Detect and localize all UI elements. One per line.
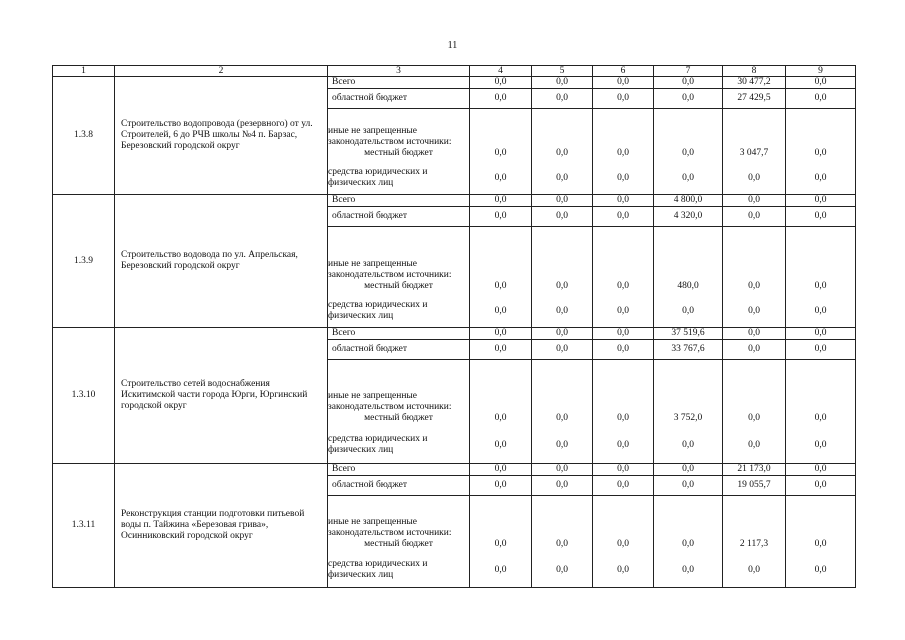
- value-legal: 0,0: [494, 564, 507, 575]
- value-cell: 0,0: [786, 328, 856, 340]
- value-cell: 21 173,0: [723, 464, 786, 476]
- source-label-other: иные не запрещенные законодательством источники:: [328, 391, 452, 412]
- funding-table: [52, 65, 856, 588]
- source-label-stack: [328, 109, 470, 195]
- value-stack: [593, 227, 654, 328]
- page-number: 11: [447, 40, 458, 51]
- value-cell: 0,0: [786, 340, 856, 360]
- value-legal: 0,0: [682, 439, 694, 450]
- value-cell: 0,0: [654, 77, 723, 89]
- value-local: 0,0: [682, 539, 694, 549]
- header-cell: 1: [53, 66, 115, 77]
- value-cell: 0,0: [593, 195, 654, 207]
- value-legal: 0,0: [617, 439, 629, 450]
- value-local: 0,0: [556, 413, 568, 423]
- row-name: Строительство сетей водоснабжения Искитимской части города Юрги, Юргинский городской округ: [115, 328, 328, 464]
- value-cell: 0,0: [470, 476, 532, 496]
- value-cell: 0,0: [470, 328, 532, 340]
- value-legal: 0,0: [682, 305, 694, 316]
- row-code: 1.3.8: [53, 77, 115, 195]
- value-local: 0,0: [682, 148, 694, 158]
- value-legal: 0,0: [748, 439, 760, 450]
- value-stack: [470, 109, 532, 195]
- value-cell: 0,0: [532, 464, 593, 476]
- value-cell: 33 767,6: [654, 340, 723, 360]
- value-legal: 0,0: [556, 439, 568, 450]
- table-body: [53, 77, 856, 588]
- table-row: [53, 464, 856, 476]
- value-legal: 0,0: [682, 172, 694, 183]
- value-cell: 0,0: [723, 328, 786, 340]
- value-stack: [532, 227, 593, 328]
- header-cell: 8: [723, 66, 786, 77]
- value-stack: [786, 496, 856, 588]
- row-name: Реконструкция станции подготовки питьевой воды п. Тайжина «Березовая грива», Осинниковский городской округ: [115, 464, 328, 588]
- source-label-legal: средства юридических и физических лиц: [328, 167, 428, 188]
- value-legal: 0,0: [814, 172, 827, 183]
- value-local: 3 752,0: [673, 413, 703, 423]
- source-label-regional: областной бюджет: [328, 476, 470, 496]
- value-local: 0,0: [494, 148, 507, 158]
- value-cell: 4 800,0: [654, 195, 723, 207]
- value-cell: 37 519,6: [654, 328, 723, 340]
- value-cell: 0,0: [786, 77, 856, 89]
- source-label-total: Всего: [328, 464, 470, 476]
- source-label-stack: [328, 360, 470, 464]
- value-local: 0,0: [556, 539, 568, 549]
- value-cell: 0,0: [532, 77, 593, 89]
- source-label-stack: [328, 496, 470, 588]
- source-label-legal: средства юридических и физических лиц: [328, 559, 428, 580]
- value-legal: 0,0: [494, 439, 507, 450]
- value-cell: 4 320,0: [654, 207, 723, 227]
- value-local: 0,0: [814, 413, 827, 423]
- value-stack: [723, 360, 786, 464]
- value-cell: 0,0: [470, 89, 532, 109]
- value-stack: [532, 496, 593, 588]
- value-cell: 0,0: [593, 89, 654, 109]
- value-local: 0,0: [494, 281, 507, 291]
- value-cell: 0,0: [470, 340, 532, 360]
- value-stack: [723, 227, 786, 328]
- row-code: 1.3.11: [53, 464, 115, 588]
- value-cell: 0,0: [593, 207, 654, 227]
- source-label-total: Всего: [328, 328, 470, 340]
- value-cell: 0,0: [786, 195, 856, 207]
- value-legal: 0,0: [617, 305, 629, 316]
- value-legal: 0,0: [556, 564, 568, 575]
- value-local: 0,0: [617, 281, 629, 291]
- header-cell: 7: [654, 66, 723, 77]
- value-cell: 0,0: [470, 207, 532, 227]
- value-legal: 0,0: [617, 172, 629, 183]
- value-cell: 0,0: [593, 476, 654, 496]
- value-cell: 0,0: [532, 207, 593, 227]
- value-stack: [470, 360, 532, 464]
- value-legal: 0,0: [556, 172, 568, 183]
- value-stack: [654, 109, 723, 195]
- value-local: 0,0: [556, 148, 568, 158]
- value-cell: 30 477,2: [723, 77, 786, 89]
- value-stack: [593, 360, 654, 464]
- source-label-local: местный бюджет: [364, 148, 433, 158]
- value-local: 0,0: [494, 413, 507, 423]
- value-local: 0,0: [814, 148, 827, 158]
- value-cell: 0,0: [470, 77, 532, 89]
- source-label-regional: областной бюджет: [328, 207, 470, 227]
- value-legal: 0,0: [494, 305, 507, 316]
- value-legal: 0,0: [556, 305, 568, 316]
- value-cell: 0,0: [723, 195, 786, 207]
- value-stack: [723, 109, 786, 195]
- value-local: 0,0: [814, 539, 827, 549]
- header-cell: 9: [786, 66, 856, 77]
- value-cell: 0,0: [786, 476, 856, 496]
- value-cell: 0,0: [786, 464, 856, 476]
- value-stack: [470, 496, 532, 588]
- value-legal: 0,0: [748, 172, 760, 183]
- value-legal: 0,0: [494, 172, 507, 183]
- source-label-legal: средства юридических и физических лиц: [328, 434, 428, 455]
- value-legal: 0,0: [814, 564, 827, 575]
- value-cell: 0,0: [532, 89, 593, 109]
- source-label-total: Всего: [328, 195, 470, 207]
- value-cell: 0,0: [470, 464, 532, 476]
- row-name: Строительство водовода по ул. Апрельская, Березовский городской округ: [115, 195, 328, 328]
- row-code: 1.3.9: [53, 195, 115, 328]
- value-cell: 0,0: [593, 77, 654, 89]
- value-cell: 0,0: [654, 476, 723, 496]
- value-stack: [593, 496, 654, 588]
- value-cell: 0,0: [723, 340, 786, 360]
- value-stack: [470, 227, 532, 328]
- row-code: 1.3.10: [53, 328, 115, 464]
- value-cell: 0,0: [532, 476, 593, 496]
- value-local: 0,0: [617, 539, 629, 549]
- value-cell: 0,0: [593, 464, 654, 476]
- source-label-regional: областной бюджет: [328, 89, 470, 109]
- value-local: 2 117,3: [739, 539, 769, 549]
- source-label-local: местный бюджет: [364, 413, 433, 423]
- value-cell: 0,0: [532, 328, 593, 340]
- source-label-other: иные не запрещенные законодательством источники:: [328, 517, 452, 538]
- value-cell: 0,0: [723, 207, 786, 227]
- value-stack: [786, 227, 856, 328]
- value-local: 0,0: [814, 281, 827, 291]
- value-legal: 0,0: [682, 564, 694, 575]
- source-label-stack: [328, 227, 470, 328]
- source-label-legal: средства юридических и физических лиц: [328, 300, 428, 321]
- value-cell: 0,0: [654, 464, 723, 476]
- table-row: [53, 195, 856, 207]
- value-stack: [532, 109, 593, 195]
- value-stack: [654, 360, 723, 464]
- value-stack: [593, 109, 654, 195]
- value-cell: 0,0: [654, 89, 723, 109]
- value-cell: 0,0: [593, 340, 654, 360]
- source-label-other: иные не запрещенные законодательством источники:: [328, 259, 452, 280]
- value-cell: 0,0: [593, 328, 654, 340]
- row-name: Строительство водопровода (резервного) от ул. Строителей, 6 до РЧВ школы №4 п. Барзас, Березовский городской округ: [115, 77, 328, 195]
- value-local: 0,0: [556, 281, 568, 291]
- header-cell: 3: [328, 66, 470, 77]
- value-local: 0,0: [617, 148, 629, 158]
- value-cell: 0,0: [470, 195, 532, 207]
- source-label-local: местный бюджет: [364, 281, 433, 291]
- value-local: 0,0: [748, 413, 760, 423]
- source-label-local: местный бюджет: [364, 539, 433, 549]
- table-row: [53, 77, 856, 89]
- value-cell: 0,0: [786, 89, 856, 109]
- source-label-total: Всего: [328, 77, 470, 89]
- value-legal: 0,0: [814, 439, 827, 450]
- value-stack: [786, 360, 856, 464]
- header-row: [53, 66, 856, 77]
- value-local: 3 047,7: [739, 148, 769, 158]
- value-legal: 0,0: [748, 564, 760, 575]
- value-stack: [786, 109, 856, 195]
- value-local: 480,0: [677, 281, 699, 291]
- value-legal: 0,0: [617, 564, 629, 575]
- value-cell: 0,0: [532, 340, 593, 360]
- source-label-other: иные не запрещенные законодательством источники:: [328, 126, 452, 147]
- value-cell: 19 055,7: [723, 476, 786, 496]
- value-local: 0,0: [494, 539, 507, 549]
- header-cell: 6: [593, 66, 654, 77]
- value-stack: [723, 496, 786, 588]
- header-cell: 5: [532, 66, 593, 77]
- value-cell: 27 429,5: [723, 89, 786, 109]
- value-stack: [532, 360, 593, 464]
- value-stack: [654, 227, 723, 328]
- header-cell: 4: [470, 66, 532, 77]
- source-label-regional: областной бюджет: [328, 340, 470, 360]
- value-local: 0,0: [617, 413, 629, 423]
- value-local: 0,0: [748, 281, 760, 291]
- header-cell: 2: [115, 66, 328, 77]
- value-cell: 0,0: [532, 195, 593, 207]
- value-cell: 0,0: [786, 207, 856, 227]
- value-stack: [654, 496, 723, 588]
- value-legal: 0,0: [814, 305, 827, 316]
- value-legal: 0,0: [748, 305, 760, 316]
- table-row: [53, 328, 856, 340]
